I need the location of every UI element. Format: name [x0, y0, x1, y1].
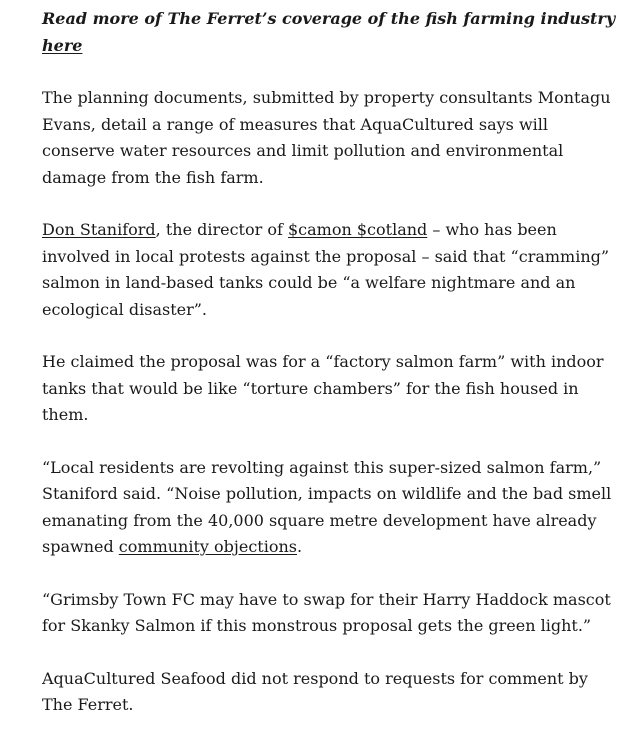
paragraph-factory-farm: He claimed the proposal was for a “factory salmon farm” with indoor tanks that would be like “torture chambers” for the fish housed in them.: [42, 352, 604, 424]
community-objections-link[interactable]: community objections: [118, 537, 297, 556]
paragraph-text: .: [296, 537, 303, 556]
paragraph-text: , the director of: [155, 220, 288, 239]
paragraph-text: – who has been involved in local protests against the proposal – said that “cramming” salmon in land-based tanks could be “a welfare nightmare and an ecological disaster”.: [42, 220, 610, 319]
paragraph-staniford-quote: [42, 217, 622, 323]
paragraph-no-response: AquaCultured Seafood did not respond to requests for comment by The Ferret.: [42, 668, 588, 714]
paragraph-planning-documents: The planning documents, submitted by property consultants Montagu Evans, detail a range of measures that AquaCultured says will conserve water resources and limit pollution and environmental damage from the fish farm.: [42, 88, 611, 187]
paragraph-grimsby-quote: “Grimsby Town FC may have to swap for their Harry Haddock mascot for Skanky Salmon if this monstrous proposal gets the green light.”: [42, 589, 611, 635]
lead-paragraph: [42, 6, 622, 59]
article-body: [42, 6, 622, 745]
here-link[interactable]: here: [42, 35, 83, 55]
don-staniford-link[interactable]: Don Staniford: [42, 220, 156, 239]
paragraph-text: “Local residents are revolting against this super-sized salmon farm,” Staniford said. “Noise pollution, impacts on wildlife and the bad smell emanating from the 40,000 square metre development have already spawned: [42, 457, 612, 556]
paragraph-local-residents: [42, 455, 622, 561]
scamon-scotland-link[interactable]: $camon $cotland: [288, 220, 428, 239]
lead-text: Read more of The Ferret’s coverage of the fish farming industry: [42, 9, 616, 28]
